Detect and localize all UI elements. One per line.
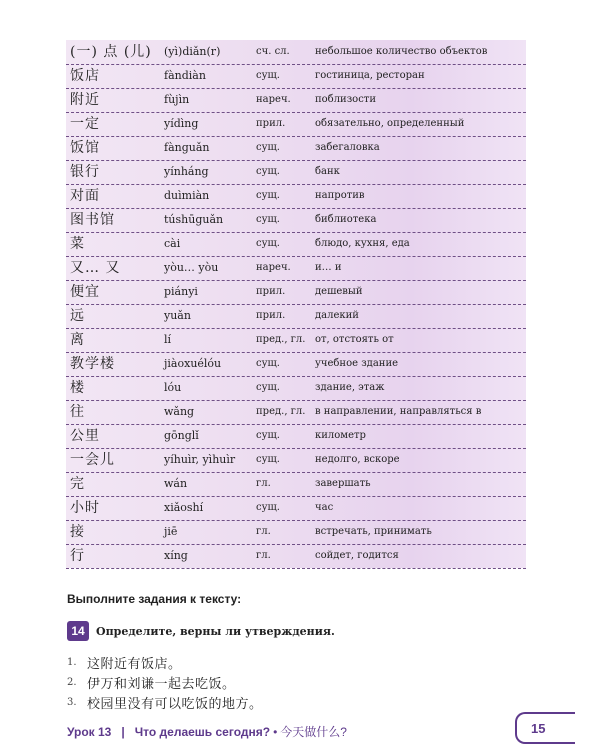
vocab-pinyin: fùjìn (164, 93, 190, 106)
vocab-row (66, 544, 526, 569)
vocab-hanzi: 行 (70, 548, 85, 564)
vocab-hanzi: 饭店 (70, 68, 100, 84)
vocab-part-of-speech: пред., гл. (256, 334, 306, 345)
vocab-hanzi: 接 (70, 524, 85, 540)
vocab-meaning: небольшое количество объектов (315, 46, 488, 57)
vocab-part-of-speech: гл. (256, 550, 271, 561)
item-text: 校园里没有可以吃饭的地方。 (87, 696, 263, 712)
vocab-pinyin: yídìng (164, 117, 199, 130)
item-text: 这附近有饭店。 (87, 656, 182, 672)
vocab-hanzi: 又… 又 (70, 260, 121, 276)
vocab-part-of-speech: сущ. (256, 502, 280, 513)
vocab-hanzi: 往 (70, 404, 85, 420)
vocab-hanzi: 银行 (70, 164, 100, 180)
vocab-hanzi: 公里 (70, 428, 100, 444)
vocab-hanzi: (一) 点 (儿) (70, 44, 152, 60)
vocab-row (66, 232, 526, 257)
vocab-meaning: библиотека (315, 214, 377, 225)
vocab-pinyin: lóu (164, 381, 182, 394)
vocab-meaning: гостиница, ресторан (315, 70, 425, 81)
page-number: 15 (531, 721, 546, 736)
vocab-part-of-speech: сущ. (256, 70, 280, 81)
vocab-meaning: далекий (315, 310, 359, 321)
vocab-meaning: недолго, вскоре (315, 454, 400, 465)
vocab-part-of-speech: сч. сл. (256, 46, 290, 57)
vocab-hanzi: 图书馆 (70, 212, 115, 228)
vocabulary-table (66, 40, 526, 568)
vocab-hanzi: 楼 (70, 380, 85, 396)
vocab-row (66, 40, 526, 65)
footer-bullet: • (273, 725, 278, 739)
vocab-part-of-speech: сущ. (256, 430, 280, 441)
lesson-title-zh: 今天做什么? (280, 725, 347, 739)
vocab-hanzi: 离 (70, 332, 85, 348)
vocab-part-of-speech: сущ. (256, 190, 280, 201)
vocab-part-of-speech: прил. (256, 118, 286, 129)
vocab-meaning: встречать, принимать (315, 526, 432, 537)
vocab-row (66, 88, 526, 113)
vocab-row (66, 376, 526, 401)
item-number: 2. (67, 676, 77, 688)
vocab-pinyin: (yì)diǎn(r) (164, 45, 221, 58)
item-number: 3. (67, 696, 77, 708)
vocab-pinyin: wán (164, 477, 188, 490)
vocab-hanzi: 饭馆 (70, 140, 100, 156)
vocab-meaning: и… и (315, 262, 342, 273)
vocab-pinyin: lí (164, 333, 172, 346)
vocab-pinyin: gōnglǐ (164, 429, 199, 442)
vocab-row (66, 472, 526, 497)
vocab-part-of-speech: сущ. (256, 142, 280, 153)
vocab-row (66, 328, 526, 353)
lesson-title-ru: Что делаешь сегодня? (134, 725, 271, 739)
vocab-hanzi: 对面 (70, 188, 100, 204)
footer-lesson-info (67, 723, 347, 740)
vocab-row (66, 424, 526, 449)
vocab-meaning: банк (315, 166, 340, 177)
item-text: 伊万和刘谦一起去吃饭。 (87, 676, 236, 692)
vocab-part-of-speech: сущ. (256, 358, 280, 369)
page-footer (67, 718, 577, 746)
exercise-item (67, 652, 263, 672)
vocab-meaning: обязательно, определенный (315, 118, 465, 129)
page-number-box (515, 712, 575, 744)
vocab-pinyin: yíhuìr, yìhuìr (164, 453, 236, 466)
vocab-meaning: километр (315, 430, 366, 441)
vocab-row (66, 208, 526, 233)
vocab-row (66, 64, 526, 89)
exercise-item (67, 692, 263, 712)
exercise-header (67, 620, 335, 642)
vocab-pinyin: yòu… yòu (164, 261, 219, 274)
vocab-row (66, 520, 526, 545)
vocab-row (66, 400, 526, 425)
vocab-part-of-speech: гл. (256, 478, 271, 489)
vocab-part-of-speech: сущ. (256, 238, 280, 249)
vocab-hanzi: 完 (70, 476, 85, 492)
vocab-row (66, 280, 526, 305)
vocab-meaning: в направлении, направляться в (315, 406, 482, 417)
vocab-pinyin: piányi (164, 285, 198, 298)
item-number: 1. (67, 656, 77, 668)
vocab-hanzi: 一会儿 (70, 452, 115, 468)
vocab-row (66, 496, 526, 521)
vocab-pinyin: cài (164, 237, 181, 250)
vocab-part-of-speech: сущ. (256, 454, 280, 465)
vocab-row (66, 256, 526, 281)
vocab-part-of-speech: гл. (256, 526, 271, 537)
vocab-pinyin: túshūguǎn (164, 213, 224, 226)
vocab-pinyin: wǎng (164, 405, 195, 418)
lesson-number: Урок 13 (67, 725, 112, 739)
vocab-meaning: от, отстоять от (315, 334, 394, 345)
vocab-part-of-speech: прил. (256, 310, 286, 321)
footer-separator: | (121, 725, 125, 739)
vocab-meaning: напротив (315, 190, 365, 201)
vocab-pinyin: duìmiàn (164, 189, 210, 202)
vocab-part-of-speech: пред., гл. (256, 406, 306, 417)
vocab-pinyin: jiàoxuélóu (164, 357, 222, 370)
vocab-meaning: поблизости (315, 94, 376, 105)
vocab-meaning: час (315, 502, 334, 513)
vocab-hanzi: 一定 (70, 116, 100, 132)
vocab-row (66, 352, 526, 377)
vocab-pinyin: jiē (164, 525, 178, 538)
exercise-title: Определите, верны ли утверждения. (96, 624, 335, 638)
vocab-part-of-speech: нареч. (256, 94, 291, 105)
vocab-hanzi: 教学楼 (70, 356, 115, 372)
vocab-hanzi: 附近 (70, 92, 100, 108)
vocab-meaning: сойдет, годится (315, 550, 399, 561)
exercise-item (67, 672, 263, 692)
vocab-pinyin: xiǎoshí (164, 501, 204, 514)
vocab-meaning: учебное здание (315, 358, 399, 369)
vocab-row (66, 112, 526, 137)
vocab-meaning: забегаловка (315, 142, 380, 153)
exercise-number-badge: 14 (67, 621, 89, 641)
tasks-heading: Выполните задания к тексту: (67, 592, 242, 606)
exercise-items (67, 652, 263, 712)
vocab-row (66, 448, 526, 473)
vocab-row (66, 160, 526, 185)
vocab-meaning: дешевый (315, 286, 363, 297)
vocab-part-of-speech: сущ. (256, 214, 280, 225)
vocab-row (66, 304, 526, 329)
vocab-hanzi: 便宜 (70, 284, 100, 300)
vocab-pinyin: fànguǎn (164, 141, 210, 154)
vocab-meaning: завершать (315, 478, 371, 489)
vocab-hanzi: 远 (70, 308, 85, 324)
vocab-part-of-speech: прил. (256, 286, 286, 297)
vocab-hanzi: 小时 (70, 500, 100, 516)
vocab-pinyin: yuǎn (164, 309, 191, 322)
vocab-part-of-speech: сущ. (256, 382, 280, 393)
vocab-meaning: блюдо, кухня, еда (315, 238, 410, 249)
vocab-hanzi: 菜 (70, 236, 85, 252)
vocab-pinyin: yínháng (164, 165, 209, 178)
vocab-meaning: здание, этаж (315, 382, 385, 393)
vocab-pinyin: xíng (164, 549, 188, 562)
vocab-row (66, 136, 526, 161)
vocab-row (66, 184, 526, 209)
vocab-part-of-speech: нареч. (256, 262, 291, 273)
vocab-pinyin: fàndiàn (164, 69, 206, 82)
vocab-part-of-speech: сущ. (256, 166, 280, 177)
